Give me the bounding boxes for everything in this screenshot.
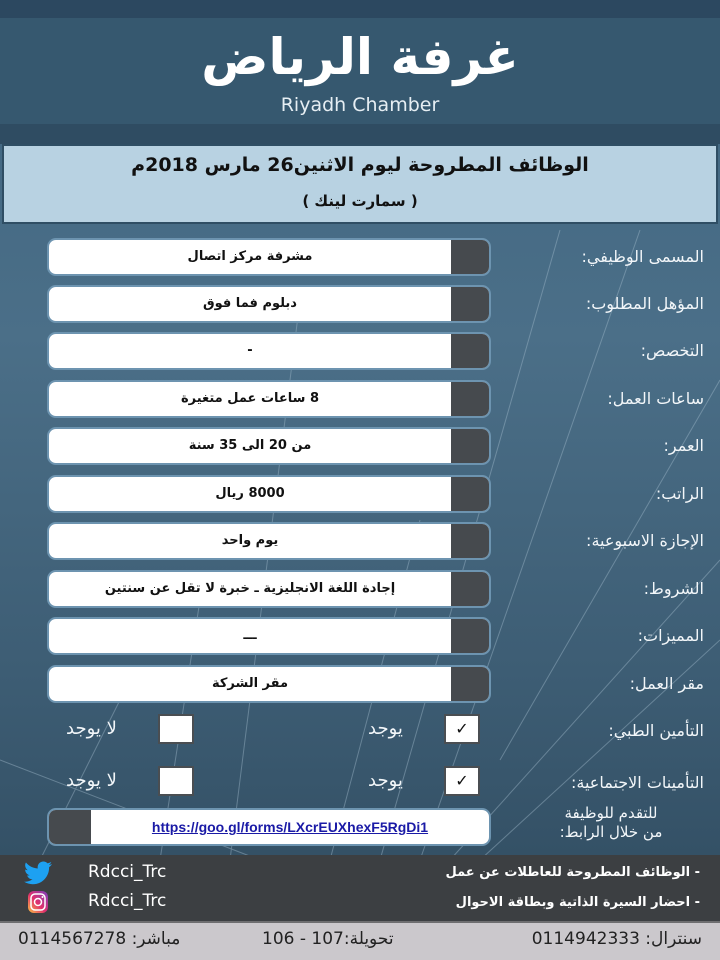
contact-central: سنترال: 0114942333 [531,929,702,949]
field-specialization [47,332,491,370]
field-row-salary [0,475,720,513]
footer-notes [0,855,720,921]
social-yes-checkbox[interactable] [444,766,480,796]
check-row-medical-insurance [0,712,720,750]
field-label: مقر العمل: [629,674,704,693]
twitter-icon[interactable] [24,861,52,885]
logo-arabic: غرفة الرياض [201,28,519,86]
field-conditions [47,570,491,608]
field-label: المسمى الوظيفي: [581,247,704,266]
field-value: إجادة اللغة الانجليزية ـ خبرة لا تقل عن سنتين [104,581,396,596]
company-name: ( سمارت لينك ) [302,192,418,210]
field-tab [451,619,489,653]
field-tab [451,524,489,558]
apply-link[interactable]: https://goo.gl/forms/LXcrEUXhexF5RgDi1 [151,819,429,835]
apply-label [516,804,706,842]
logo-english: Riyadh Chamber [280,94,440,116]
field-tab [451,287,489,321]
footer-note-2: - احضار السيرة الذاتية وبطاقة الاحوال [455,895,700,910]
apply-label-line2: من خلال الرابط: [559,823,663,841]
medical-yes-label: يوجد [368,718,403,739]
field-label: العمر: [663,436,704,455]
field-label: الشروط: [643,579,704,598]
page-title: الوظائف المطروحة ليوم الاثنين26 مارس 2018م [131,154,589,176]
social-no-checkbox[interactable] [158,766,194,796]
apply-label-line1: للتقدم للوظيفة [564,804,658,822]
field-work-location [47,665,491,703]
field-row-working-hours [0,380,720,418]
field-label: الراتب: [655,484,704,503]
field-row-age [0,427,720,465]
field-tab [49,810,91,844]
top-strip [0,0,720,18]
instagram-icon[interactable] [24,890,52,914]
field-value: ـــ [243,628,257,643]
field-value: 8000 ريال [215,486,285,501]
check-mark-icon: ✓ [455,771,469,790]
field-row-weekly-off [0,522,720,560]
field-tab [451,382,489,416]
field-row-qualification [0,285,720,323]
field-value: دبلوم فما فوق [203,296,297,311]
field-tab [451,667,489,701]
field-label: المؤهل المطلوب: [585,294,704,313]
field-value: يوم واحد [221,533,279,548]
field-row-benefits [0,617,720,655]
twitter-handle: Rdcci_Trc [88,862,167,882]
field-salary [47,475,491,513]
field-job-title [47,238,491,276]
field-value: مقر الشركة [211,676,289,691]
check-mark-icon: ✓ [455,719,469,738]
field-row-conditions [0,570,720,608]
social-no-label: لا يوجد [66,770,117,791]
field-age [47,427,491,465]
field-tab [451,429,489,463]
title-box [2,144,718,224]
field-tab [451,477,489,511]
field-value: 8 ساعات عمل متغيرة [180,391,320,406]
field-row-specialization [0,332,720,370]
medical-yes-checkbox[interactable] [444,714,480,744]
field-working-hours [47,380,491,418]
field-benefits [47,617,491,655]
field-label: التخصص: [640,341,704,360]
field-label: ساعات العمل: [607,389,704,408]
field-tab [451,240,489,274]
field-label: الإجازة الاسبوعية: [586,531,704,550]
contact-extension: تحويلة:107 - 106 [262,929,394,949]
field-weekly-off [47,522,491,560]
medical-no-checkbox[interactable] [158,714,194,744]
field-row-work-location [0,665,720,703]
check-row-social-insurance [0,764,720,802]
logo-band-bottom [0,124,720,144]
check-label: التأمينات الاجتماعية: [570,773,704,792]
check-label: التأمين الطبي: [608,721,704,740]
field-tab [451,572,489,606]
social-yes-label: يوجد [368,770,403,791]
footer-note-1: - الوظائف المطروحة للعاطلات عن عمل [445,865,700,880]
instagram-handle: Rdcci_Trc [88,891,167,911]
field-tab [451,334,489,368]
medical-no-label: لا يوجد [66,718,117,739]
field-qualification [47,285,491,323]
field-value: مشرفة مركز اتصال [187,249,313,264]
apply-link-field [47,808,491,846]
field-row-job-title [0,238,720,276]
field-label: المميزات: [637,626,704,645]
contact-direct: مباشر: 0114567278 [18,929,181,949]
field-value: من 20 الى 35 سنة [188,438,312,453]
field-value: - [247,343,253,358]
